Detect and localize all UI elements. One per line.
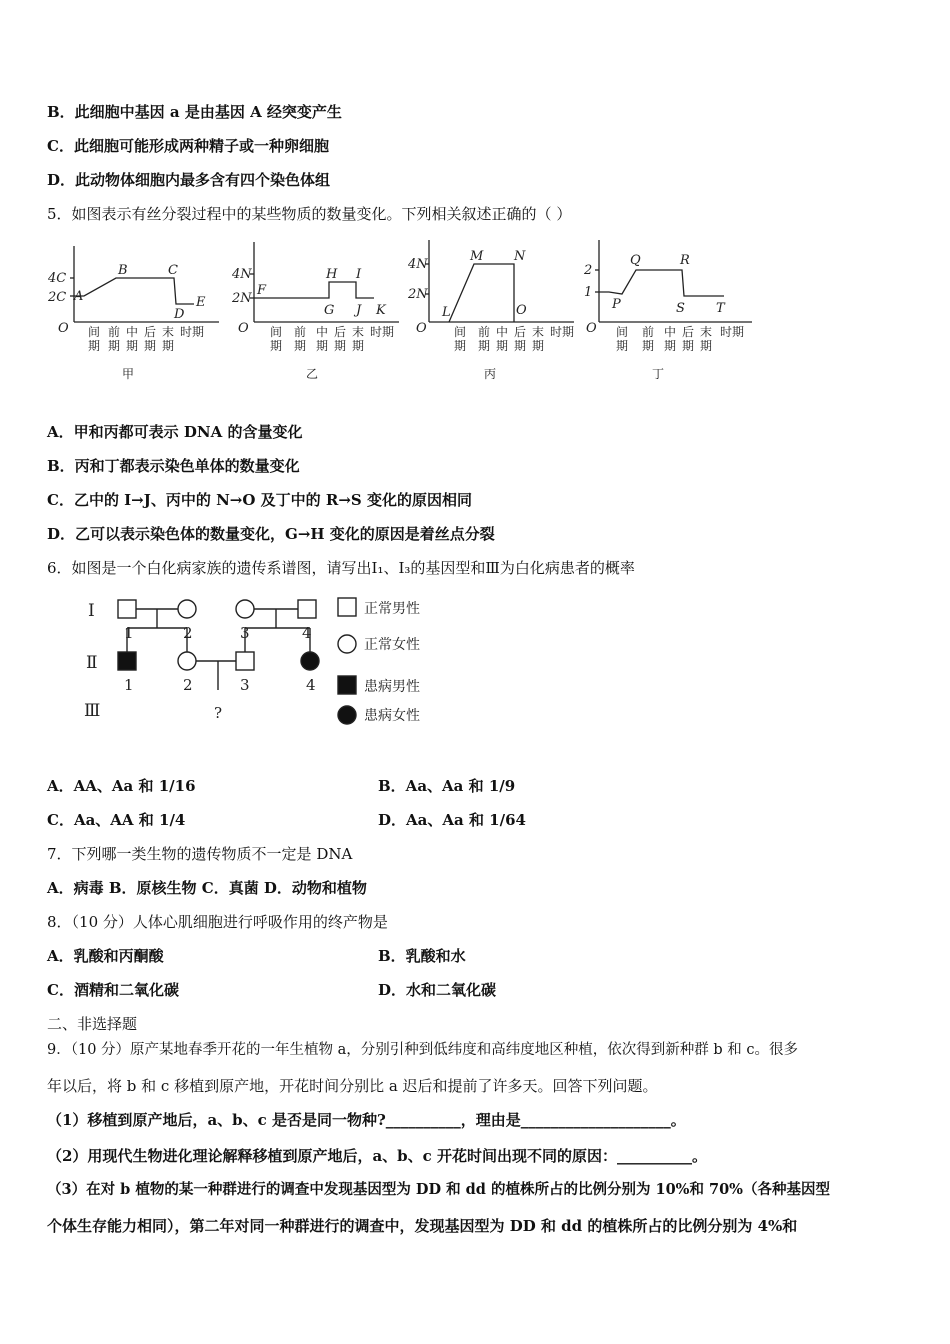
ii1-num: 1 xyxy=(124,676,134,694)
g2-caption: 乙 xyxy=(306,367,319,381)
i2-num: 2 xyxy=(183,624,193,642)
q4-option-c: C．此细胞可能形成两种精子或一种卵细胞 xyxy=(47,137,329,155)
g4-x-qian1: 前 xyxy=(642,325,655,339)
g4-caption: 丁 xyxy=(652,367,665,381)
g3-x-hou1: 后 xyxy=(514,325,527,339)
g1-x-mo1: 末 xyxy=(162,325,175,339)
q5-graphs-figure xyxy=(44,234,764,384)
legend-normal-female: 正常女性 xyxy=(364,637,420,653)
ii3-normal-male xyxy=(236,652,254,670)
q9-sub3-line1: （3）在对 b 植物的某一种群进行的调查中发现基因型为 DD 和 dd 的植株所占的比例分别为 10%和 70%（各种基因型 xyxy=(47,1181,830,1198)
legend-affected-female-icon xyxy=(338,706,356,724)
g1-ylabel-4c: 4C xyxy=(48,271,67,286)
q4-option-b: B．此细胞中基因 a 是由基因 A 经突变产生 xyxy=(47,103,342,121)
g2-x-qian1: 前 xyxy=(294,325,307,339)
g2-origin: O xyxy=(238,321,249,336)
g1-x-jian1: 间 xyxy=(88,325,101,339)
q6-pedigree-figure xyxy=(80,590,440,740)
g2-point-h: H xyxy=(326,267,338,282)
g1-x-jian2: 期 xyxy=(88,339,101,353)
g4-origin: O xyxy=(586,321,597,336)
g4-point-q: Q xyxy=(630,253,641,268)
g3-x-mo1: 末 xyxy=(532,325,545,339)
ii2-normal-female xyxy=(178,652,196,670)
g2-point-k: K xyxy=(376,303,386,318)
g1-ylabel-2c: 2C xyxy=(48,290,67,305)
g3-point-l: L xyxy=(442,305,451,320)
g4-x-mo1: 末 xyxy=(700,325,713,339)
g2-point-j: J xyxy=(356,303,362,318)
q9-line2: 年以后，将 b 和 c 移植到原产地，开花时间分别比 a 迟后和提前了许多天。回答下列问题。 xyxy=(47,1077,658,1095)
q8-option-b: B．乳酸和水 xyxy=(378,947,466,965)
i3-num: 3 xyxy=(240,624,250,642)
g3-caption: 丙 xyxy=(484,367,497,381)
ii1-affected-male xyxy=(118,652,136,670)
g2-x-jian2: 期 xyxy=(270,339,283,353)
g4-point-p: P xyxy=(612,297,621,312)
g4-point-t: T xyxy=(716,301,725,316)
g3-x-shiqi: 时期 xyxy=(550,325,575,339)
q6-option-d: D．Aa、Aa 和 1/64 xyxy=(378,811,526,829)
ii2-num: 2 xyxy=(183,676,193,694)
q6-option-b: B．Aa、Aa 和 1/9 xyxy=(378,777,516,795)
section-heading: 二、非选择题 xyxy=(47,1015,138,1033)
g4-x-zhong1: 中 xyxy=(664,325,677,339)
g1-point-b: B xyxy=(118,263,128,278)
g3-point-o: O xyxy=(516,303,527,318)
legend-normal-female-icon xyxy=(338,635,356,653)
g3-x-jian1: 间 xyxy=(454,325,467,339)
q7-options: A．病毒 B．原核生物 C．真菌 D．动物和植物 xyxy=(47,879,367,897)
g3-x-mo2: 期 xyxy=(532,339,545,353)
g1-point-e: E xyxy=(196,295,206,310)
g4-ylabel-1: 1 xyxy=(584,285,593,300)
g4-x-mo2: 期 xyxy=(700,339,713,353)
g3-point-m: M xyxy=(470,249,484,264)
g1-origin: O xyxy=(58,321,69,336)
i1-num: 1 xyxy=(124,624,134,642)
g4-x-hou1: 后 xyxy=(682,325,695,339)
g4-point-r: R xyxy=(680,253,690,268)
g2-ylabel-4n: 4N xyxy=(232,267,252,282)
q5-option-c: C．乙中的 I→J、丙中的 N→O 及丁中的 R→S 变化的原因相同 xyxy=(47,491,472,509)
i1-normal-male xyxy=(118,600,136,618)
g1-x-hou1: 后 xyxy=(144,325,157,339)
g4-point-s: S xyxy=(676,301,685,316)
g4-x-shiqi: 时期 xyxy=(720,325,745,339)
g3-x-qian2: 期 xyxy=(478,339,491,353)
legend-normal-male-icon xyxy=(338,598,356,616)
q9-sub1: （1）移植到原产地后，a、b、c 是否是同一物种?__________，理由是____________________。 xyxy=(47,1111,686,1129)
q6-option-a: A．AA、Aa 和 1/16 xyxy=(47,777,196,795)
g3-ylabel-4n: 4N xyxy=(408,257,428,272)
legend-affected-male: 患病男性 xyxy=(364,679,420,695)
g2-point-i: I xyxy=(356,267,362,282)
i3-normal-female xyxy=(236,600,254,618)
q5-option-b: B．丙和丁都表示染色单体的数量变化 xyxy=(47,457,300,475)
ii3-num: 3 xyxy=(240,676,250,694)
g2-x-shiqi: 时期 xyxy=(370,325,395,339)
q8-option-d: D．水和二氧化碳 xyxy=(378,981,497,999)
q6-stem: 6．如图是一个白化病家族的遗传系谱图，请写出Ⅰ₁、Ⅰ₃的基因型和Ⅲ为白化病患者的概率 xyxy=(47,559,635,577)
legend-normal-male: 正常男性 xyxy=(364,601,420,617)
g3-point-n: N xyxy=(514,249,526,264)
g1-point-d: D xyxy=(174,307,185,322)
g2-x-mo2: 期 xyxy=(352,339,365,353)
ii4-affected-female xyxy=(301,652,319,670)
g1-x-qian1: 前 xyxy=(108,325,121,339)
g1-caption: 甲 xyxy=(122,367,135,381)
legend-affected-male-icon xyxy=(338,676,356,694)
g3-x-hou2: 期 xyxy=(514,339,527,353)
g3-x-zhong1: 中 xyxy=(496,325,509,339)
g1-x-shiqi: 时期 xyxy=(180,325,205,339)
q8-option-a: A．乳酸和丙酮酸 xyxy=(47,947,164,965)
q7-stem: 7．下列哪一类生物的遗传物质不一定是 DNA xyxy=(47,845,353,863)
g1-x-mo2: 期 xyxy=(162,339,175,353)
q8-stem: 8．（10 分）人体心肌细胞进行呼吸作用的终产物是 xyxy=(47,913,388,931)
g2-point-f: F xyxy=(257,283,267,298)
g3-x-qian1: 前 xyxy=(478,325,491,339)
g1-point-c: C xyxy=(168,263,178,278)
q5-option-d: D．乙可以表示染色体的数量变化，G→H 变化的原因是着丝点分裂 xyxy=(47,525,495,543)
q9-sub2: （2）用现代生物进化理论解释移植到原产地后，a、b、c 开花时间出现不同的原因：__________。 xyxy=(47,1147,708,1165)
g2-x-zhong2: 期 xyxy=(316,339,329,353)
g2-x-qian2: 期 xyxy=(294,339,307,353)
legend-affected-female: 患病女性 xyxy=(364,708,420,724)
g4-x-jian2: 期 xyxy=(616,339,629,353)
g2-x-hou2: 期 xyxy=(334,339,347,353)
q9-line1: 9．（10 分）原产某地春季开花的一年生植物 a，分别引种到低纬度和高纬度地区种植，依次得到新种群 b 和 c。很多 xyxy=(47,1042,799,1058)
q6-option-c: C．Aa、AA 和 1/4 xyxy=(47,811,186,829)
gen-label-2: Ⅱ xyxy=(86,653,98,673)
g1-x-qian2: 期 xyxy=(108,339,121,353)
q9-sub3-line2: 个体生存能力相同），第二年对同一种群进行的调查中，发现基因型为 DD 和 dd 的植株所占的比例分别为 4%和 xyxy=(47,1217,798,1235)
g4-x-zhong2: 期 xyxy=(664,339,677,353)
g2-x-zhong1: 中 xyxy=(316,325,329,339)
g1-point-a: A xyxy=(74,289,84,304)
g4-x-jian1: 间 xyxy=(616,325,629,339)
g3-x-jian2: 期 xyxy=(454,339,467,353)
q5-option-a: A．甲和丙都可表示 DNA 的含量变化 xyxy=(47,423,303,441)
i2-normal-female xyxy=(178,600,196,618)
i4-normal-male xyxy=(298,600,316,618)
q5-stem: 5．如图表示有丝分裂过程中的某些物质的数量变化。下列相关叙述正确的（ ） xyxy=(47,205,572,223)
q4-option-d: D．此动物体细胞内最多含有四个染色体组 xyxy=(47,171,331,189)
g2-x-hou1: 后 xyxy=(334,325,347,339)
g4-x-qian2: 期 xyxy=(642,339,655,353)
iii-unknown: ? xyxy=(214,704,223,722)
g2-point-g: G xyxy=(324,303,335,318)
g3-x-zhong2: 期 xyxy=(496,339,509,353)
g3-origin: O xyxy=(416,321,427,336)
gen-label-3: Ⅲ xyxy=(84,701,101,721)
g1-x-hou2: 期 xyxy=(144,339,157,353)
g4-x-hou2: 期 xyxy=(682,339,695,353)
g4-ylabel-2: 2 xyxy=(584,263,593,278)
g2-ylabel-2n: 2N xyxy=(232,291,252,306)
gen-label-1: Ⅰ xyxy=(88,601,95,621)
g2-x-jian1: 间 xyxy=(270,325,283,339)
ii4-num: 4 xyxy=(306,676,316,694)
q8-option-c: C．酒精和二氧化碳 xyxy=(47,981,179,999)
g1-x-zhong2: 期 xyxy=(126,339,139,353)
g2-x-mo1: 末 xyxy=(352,325,365,339)
g3-ylabel-2n: 2N xyxy=(408,287,428,302)
g1-x-zhong1: 中 xyxy=(126,325,139,339)
i4-num: 4 xyxy=(302,624,312,642)
